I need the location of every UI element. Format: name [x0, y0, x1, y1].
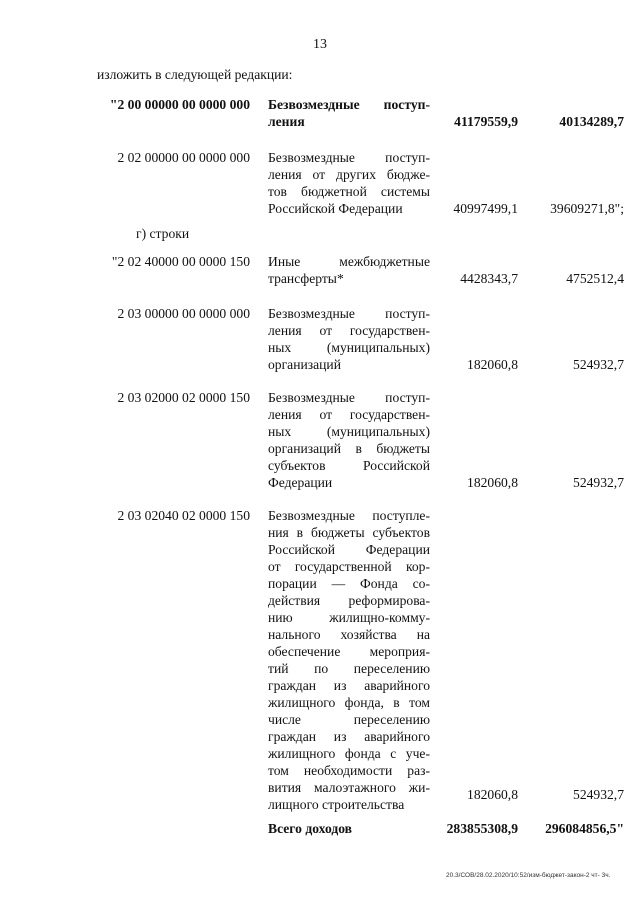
row-value-1: 182060,8 — [467, 357, 518, 372]
row-value-1: 41179559,9 — [454, 114, 518, 129]
row-value-2: 524932,7 — [573, 787, 624, 802]
desc-line: субъектов Российской — [268, 458, 430, 473]
row-value-1: 40997499,1 — [453, 201, 518, 216]
row-value-1: 182060,8 — [467, 787, 518, 802]
desc-line: Безвозмездные поступ- — [268, 306, 430, 321]
desc-line: Безвозмездные поступле- — [268, 508, 430, 523]
row-code: 2 02 00000 00 0000 000 — [117, 150, 250, 165]
subheading: г) строки — [136, 226, 190, 241]
intro-text: изложить в следующей редакции: — [97, 67, 293, 82]
desc-line: порации — Фонда со- — [268, 576, 430, 591]
row-code: 2 03 02000 02 0000 150 — [117, 390, 250, 405]
row-code: 2 03 02040 02 0000 150 — [117, 508, 250, 523]
desc-line: организаций — [268, 357, 341, 372]
row-description — [268, 305, 430, 373]
row-value-2: 524932,7 — [573, 475, 624, 490]
desc-line: ления от других бюдже- — [268, 167, 430, 182]
desc-line: Иные межбюджетные — [268, 254, 430, 269]
row-value-1: 4428343,7 — [460, 271, 518, 286]
row-value-2: 524932,7 — [573, 357, 624, 372]
page-number: 13 — [313, 37, 327, 52]
row-description — [268, 389, 430, 491]
desc-line: Безвозмездные поступ- — [268, 97, 430, 112]
desc-line: жилищного фонда, в том — [268, 695, 430, 710]
footer-stamp: 20.3/СОВ/28.02.2020/10:52/изм-бюджет-закон-2 чт- 3ч. — [446, 872, 611, 879]
desc-line: ления от государствен- — [268, 407, 430, 422]
total-value-2: 296084856,5" — [545, 821, 624, 836]
desc-line: жилищного фонда с уче- — [268, 746, 430, 761]
desc-line: граждан из аварийного — [268, 729, 430, 744]
desc-line: обеспечение мероприя- — [268, 644, 430, 659]
desc-line: Безвозмездные поступ- — [268, 390, 430, 405]
desc-line: Российской Федерации — [268, 201, 403, 216]
desc-line: нального хозяйства на — [268, 627, 430, 642]
desc-line: тов бюджетной системы — [268, 184, 430, 199]
row-value-1: 182060,8 — [467, 475, 518, 490]
row-description — [268, 507, 430, 813]
row-value-2: 40134289,7 — [559, 114, 624, 129]
desc-line: Российской Федерации — [268, 542, 430, 557]
row-code: "2 02 40000 00 0000 150 — [111, 254, 250, 269]
row-description — [268, 96, 430, 130]
desc-line: ных (муниципальных) — [268, 340, 430, 355]
desc-line: лищного строительства — [268, 797, 405, 812]
row-value-2: 39609271,8"; — [550, 201, 624, 216]
desc-line: нию жилищно-комму- — [268, 610, 430, 625]
row-value-2: 4752512,4 — [566, 271, 624, 286]
total-value-1: 283855308,9 — [446, 821, 518, 836]
desc-line: ления от государствен- — [268, 323, 430, 338]
desc-line: Федерации — [268, 475, 333, 490]
total-label: Всего доходов — [268, 821, 353, 836]
desc-line: организаций в бюджеты — [268, 441, 430, 456]
desc-line: ния в бюджеты субъектов — [268, 525, 430, 540]
desc-line: вития малоэтажного жи- — [268, 780, 430, 795]
desc-line: действия реформирова- — [268, 593, 430, 608]
row-description — [268, 253, 430, 287]
row-code: 2 03 00000 00 0000 000 — [117, 306, 250, 321]
desc-line: Безвозмездные поступ- — [268, 150, 430, 165]
desc-line: числе переселению — [268, 712, 430, 727]
desc-line: том необходимости раз- — [268, 763, 430, 778]
desc-line: граждан из аварийного — [268, 678, 430, 693]
row-code: "2 00 00000 00 0000 000 — [109, 97, 250, 112]
desc-line: ных (муниципальных) — [268, 424, 430, 439]
desc-line: трансферты* — [268, 271, 344, 286]
row-description — [268, 149, 430, 217]
desc-line: от государственной кор- — [268, 559, 430, 574]
desc-line: тий по переселению — [268, 661, 430, 676]
desc-line: ления — [268, 114, 305, 129]
